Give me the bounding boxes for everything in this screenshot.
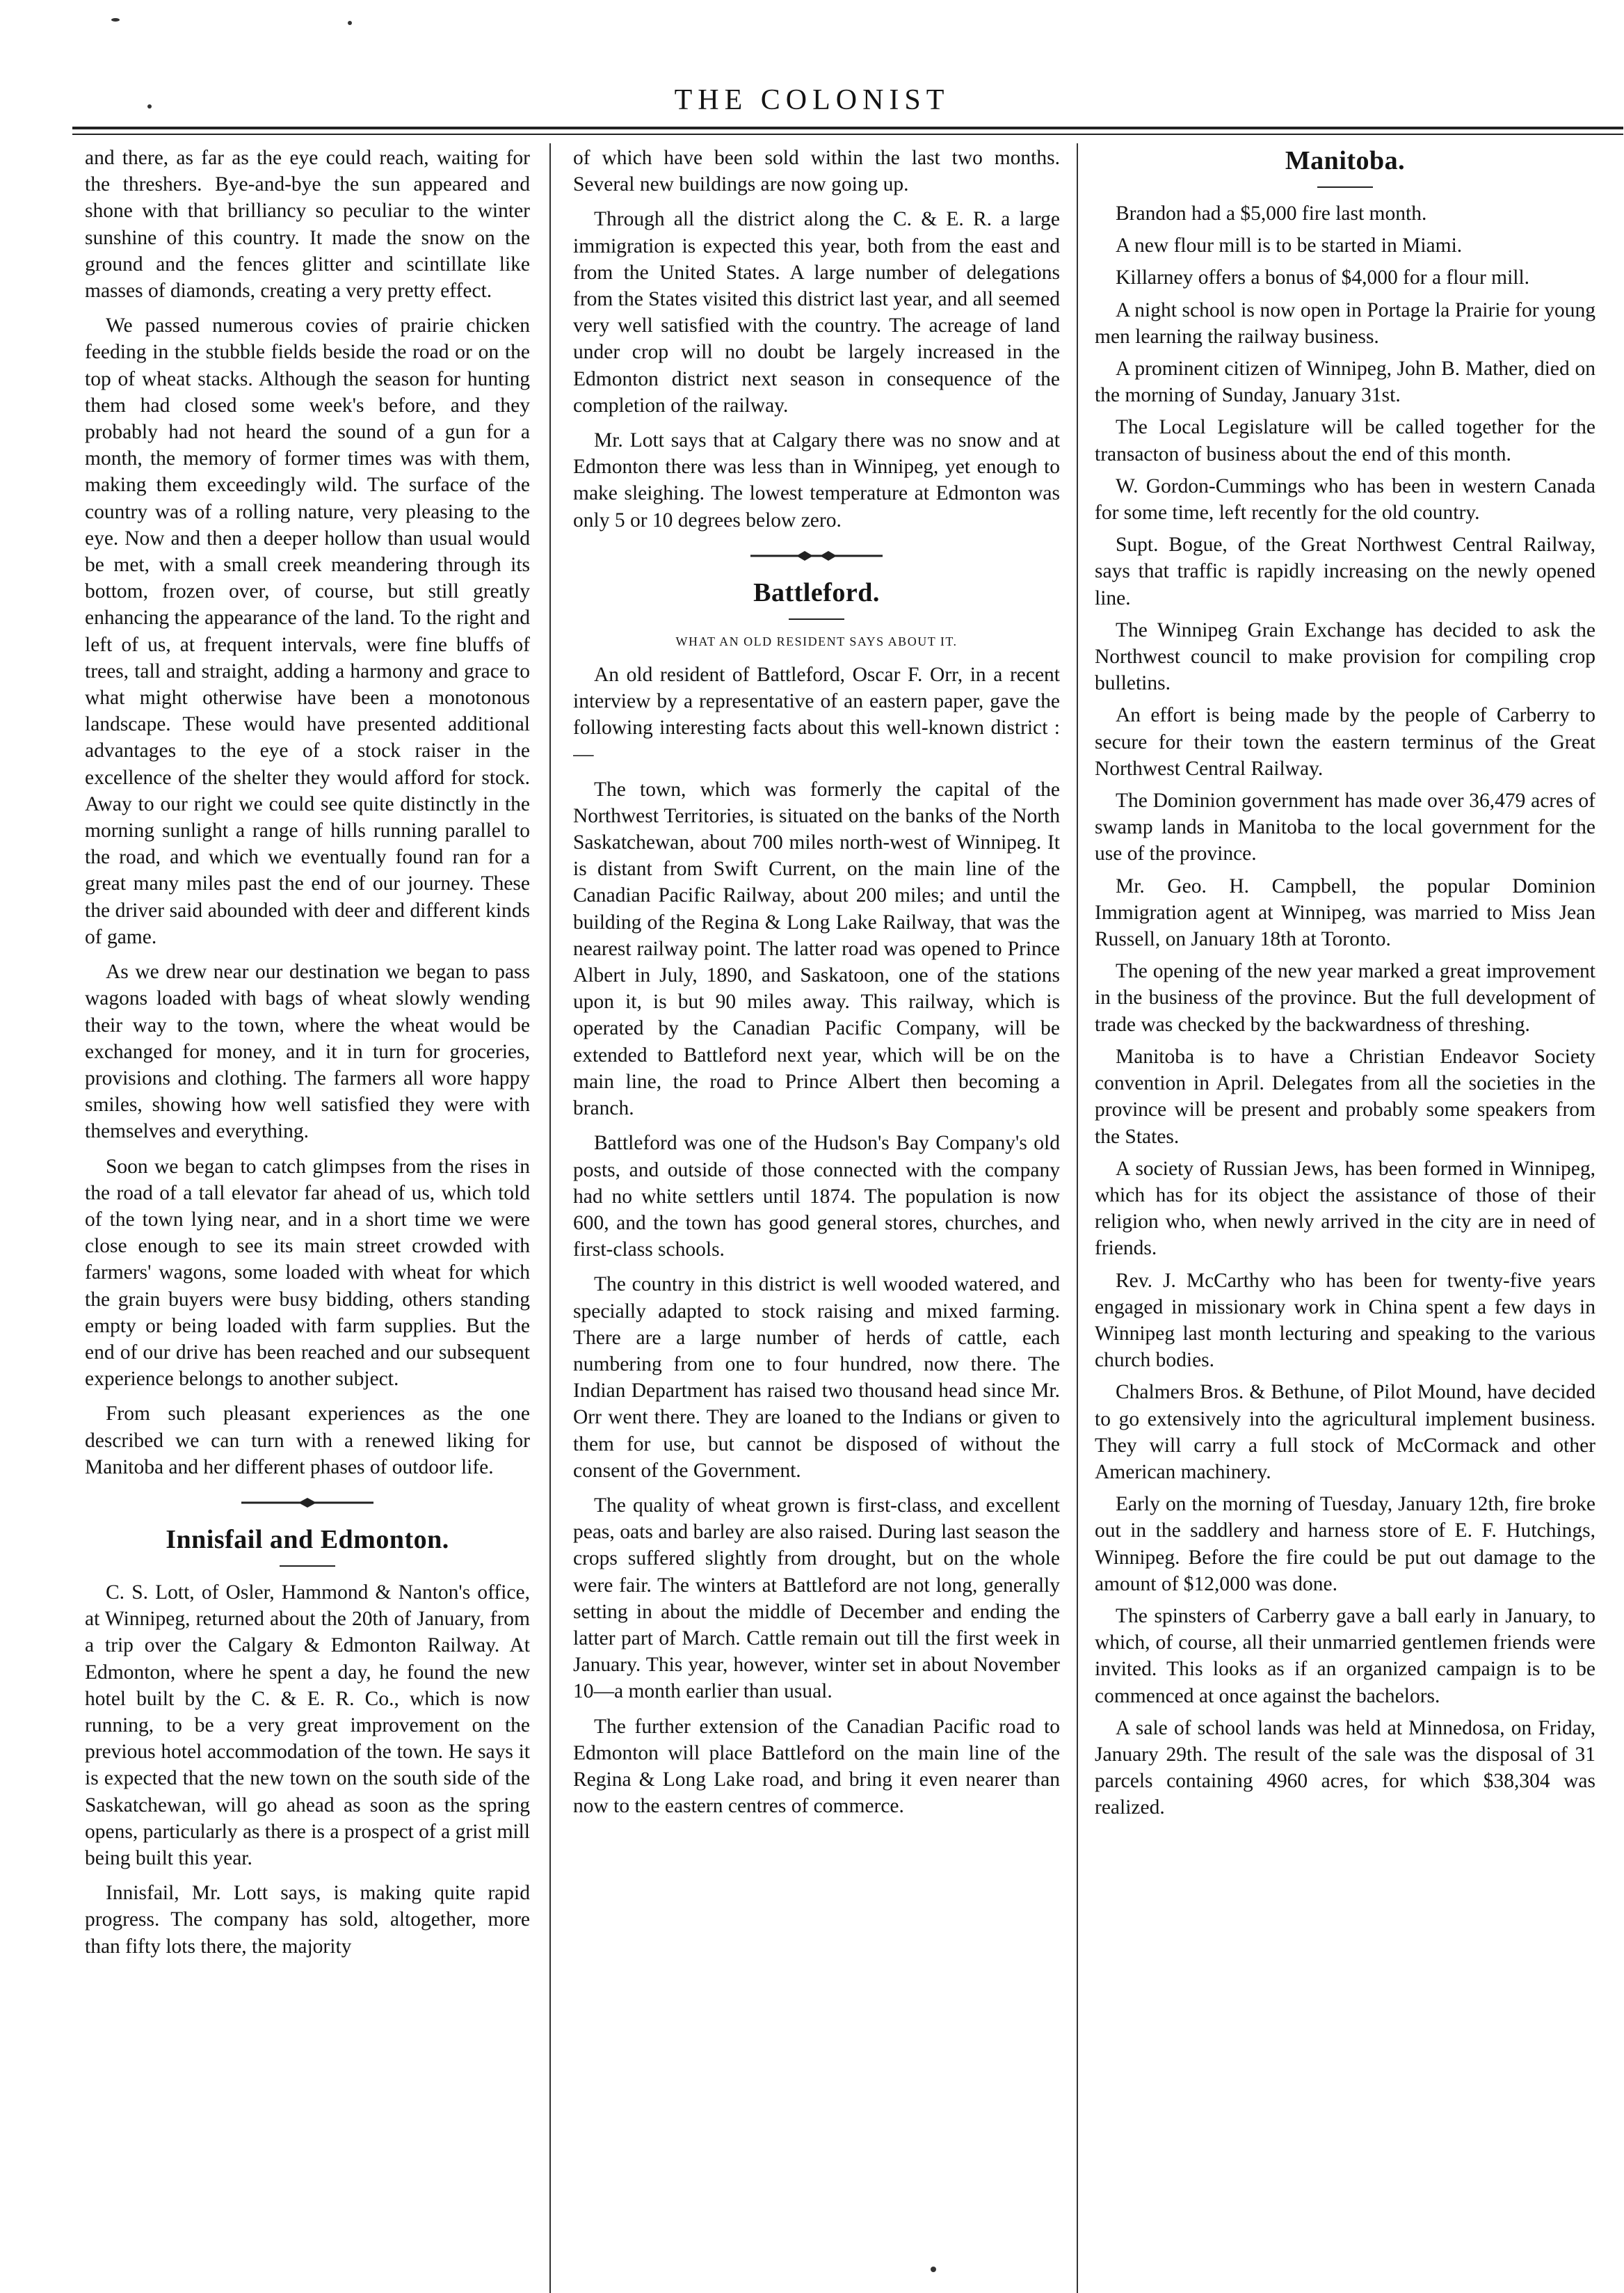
- article-paragraph: of which have been sold within the last two months. Several new buildings are now going up.: [573, 147, 1060, 196]
- article-paragraph: Mr. Lott says that at Calgary there was no snow and at Edmonton there was less than in Winnipeg, yet enough to make sleighing. The lowest temperature at Edmonton was only 5 or 10 degrees below zero.: [573, 429, 1060, 532]
- news-item: Supt. Bogue, of the Great Northwest Central Railway, says that traffic is rapidly increasing on the newly opened line.: [1095, 534, 1595, 609]
- news-item: Mr. Geo. H. Campbell, the popular Dominion Immigration agent at Winnipeg, was married to Miss Jean Russell, on January 18th at Toronto.: [1095, 874, 1595, 951]
- news-item: Rev. J. McCarthy who has been for twenty-five years engaged in missionary work in China spent a few days in Winnipeg last month lecturing and speaking to the various church bodies.: [1095, 1269, 1595, 1372]
- article-paragraph: The further extension of the Canadian Pacific road to Edmonton will place Battleford on the main line of the Regina & Long Lake road, and bring it even nearer than now to the eastern centres of commerce.: [573, 1715, 1060, 1818]
- article-paragraph: Battleford was one of the Hudson's Bay Company's old posts, and outside of those connected with the company had no white settlers until 1874. The population is now 600, and the town has good general stores, churches, and first-class schools.: [573, 1132, 1060, 1261]
- newspaper-masthead: THE COLONIST: [674, 84, 950, 117]
- section-separator-ornament: [241, 1497, 373, 1508]
- article-paragraph: The country in this district is well wooded watered, and specially adapted to stock raising and mixed farming. There are a large number of herds of cattle, each numbering from one to four hundred, now there. The Indian Department has raised two thousand head since Mr. Orr went there. They are loaned to the Indians or given to them for use, but cannot be disposed of without the consent of the Government.: [573, 1273, 1060, 1482]
- article-subheading: WHAT AN OLD RESIDENT SAYS ABOUT IT.: [675, 634, 958, 648]
- article-paragraph: An old resident of Battleford, Oscar F. Orr, in a recent interview by a representative of an eastern paper, gave the following interesting facts about this well-known district :—: [573, 663, 1060, 766]
- heading-rule: [1317, 186, 1373, 188]
- print-speck: [348, 21, 352, 25]
- article-paragraph: Soon we began to catch glimpses from the rises in the road of a tall elevator far ahead of us, which told of the town lying near, and in a short time we were close enough to see its main street crowded with farmers' wagons, some loaded with wheat for which the grain buyers were busy bidding, others standing empty or being loaded with farm supplies. But the end of our drive has been reached and our subsequent experience belongs to another subject.: [85, 1155, 530, 1391]
- news-item: A new flour mill is to be started in Miami.: [1116, 234, 1463, 257]
- news-item: W. Gordon-Cummings who has been in western Canada for some time, left recently for the old country.: [1095, 474, 1595, 525]
- news-item: The opening of the new year marked a great improvement in the business of the province. But the full development of trade was checked by the backwardness of threshing.: [1095, 960, 1595, 1036]
- article-paragraph: As we drew near our destination we began to pass wagons loaded with bags of wheat slowly wending their way to the town, where the wheat would be exchanged for money, and it in turn for groceries, provisions and clothing. The farmers all wore happy smiles, showing how well satisfied they were with themselves and everything.: [85, 961, 530, 1143]
- column-divider: [549, 143, 551, 2293]
- article-heading-manitoba: Manitoba.: [1285, 146, 1406, 175]
- column-right: [1095, 145, 1595, 2284]
- news-item: A sale of school lands was held at Minnedosa, on Friday, January 29th. The result of the sale was the disposal of 31 parcels containing 4960 acres, for which $38,304 was realized.: [1095, 1716, 1595, 1819]
- article-paragraph: and there, as far as the eye could reach, waiting for the threshers. Bye-and-bye the sun appeared and shone with that brilliancy so peculiar to the winter sunshine of this country. It made the snow on the ground and the fences glitter and scintillate like masses of diamonds, creating a very pretty effect.: [85, 147, 530, 303]
- news-item: A night school is now open in Portage la Prairie for young men learning the railway business.: [1095, 298, 1595, 348]
- news-item: Brandon had a $5,000 fire last month.: [1116, 202, 1427, 225]
- article-paragraph: The quality of wheat grown is first-class, and excellent peas, oats and barley are also raised. During last season the crops suffered slightly from drought, but on the whole were fair. The winters at Battleford are not long, generally setting in about the middle of December and ending the latter part of March. Cattle remain out till the first week in January. This year, however, winter set in about November 10—a month earlier than usual.: [573, 1494, 1060, 1703]
- news-item: A society of Russian Jews, has been formed in Winnipeg, which has for its object the assistance of those of their religion who, when newly arrived in the city are in need of friends.: [1095, 1157, 1595, 1260]
- article-paragraph: The town, which was formerly the capital of the Northwest Territories, is situated on the banks of the North Saskatchewan, about 700 miles north-west of Winnipeg. It is distant from Swift Current, on the main line of the Canadian Pacific Railway, about 200 miles; and until the building of the Regina & Long Lake Railway, that was the nearest railway point. The latter road was opened to Prince Albert in July, 1890, and Saskatoon, one of the stations upon it, is but 90 miles away. This railway, which is operated by the Canadian Pacific Company, will be extended to Battleford next year, which will be on the main line, the road to Prince Albert then becoming a branch.: [573, 778, 1060, 1120]
- section-separator-ornament: [750, 550, 883, 561]
- column-left: [85, 145, 530, 2284]
- article-heading-innisfail: Innisfail and Edmonton.: [166, 1524, 449, 1554]
- news-item: A prominent citizen of Winnipeg, John B. Mather, died on the morning of Sunday, January 31st.: [1095, 358, 1595, 407]
- article-paragraph: We passed numerous covies of prairie chicken feeding in the stubble fields beside the road or on the top of wheat stacks. Although the season for hunting them had closed some week's before, and they probably had not heard the sound of a gun for a month, the memory of former times was with them, making them exceedingly wild. The surface of the country was of a rolling nature, very pleasing to the eye. Now and then a deeper hollow than usual would be met, with a small creek meandering through its bottom, frozen over, of course, but still greatly enhancing the appearance of the land. To the right and left of us, at frequent intervals, were fine bluffs of trees, tall and straight, adding a harmony and grace to what might otherwise have been a monotonous landscape. These would have presented additional advantages to the eye of a stock raiser in the excellence of the shelter they would afford for stock. Away to our right we could see quite distinctly in the morning sunlight a range of hills running parallel to the road, and which we eventually found ran for a great many miles past the end of our journey. These the driver said abounded with deer and different kinds of game.: [85, 314, 530, 948]
- news-item: An effort is being made by the people of Carberry to secure for their town the eastern terminus of the Great Northwest Central Railway.: [1095, 704, 1595, 780]
- heading-rule: [789, 618, 844, 620]
- news-item: The Dominion government has made over 36,479 acres of swamp lands in Manitoba to the local government for the use of the province.: [1095, 790, 1595, 865]
- news-item: Early on the morning of Tuesday, January 12th, fire broke out in the saddlery and harness store of E. F. Hutchings, Winnipeg. Before the fire could be put out damage to the amount of $12,000 was done.: [1095, 1493, 1595, 1595]
- masthead-rule: [72, 127, 1623, 135]
- news-item: The Winnipeg Grain Exchange has decided to ask the Northwest council to make provision for compiling crop bulletins.: [1095, 618, 1595, 695]
- column-divider: [1077, 143, 1078, 2293]
- article-paragraph: Innisfail, Mr. Lott says, is making quite rapid progress. The company has sold, altogether, more than fifty lots there, the majority: [85, 1882, 530, 1958]
- print-speck: [111, 18, 120, 22]
- article-heading-battleford: Battleford.: [753, 577, 880, 607]
- column-middle: [573, 145, 1060, 2284]
- heading-rule: [280, 1565, 335, 1567]
- news-item: The Local Legislature will be called together for the transacton of business about the end of this month.: [1095, 416, 1595, 465]
- article-paragraph: C. S. Lott, of Osler, Hammond & Nanton's office, at Winnipeg, returned about the 20th of January, from a trip over the Calgary & Edmonton Railway. At Edmonton, where he spent a day, he found the new hotel built by the C. & E. R. Co., which is now running, to be a very great improvement on the previous hotel accommodation of the town. He says it is expected that the new town on the south side of the Saskatchewan, will go ahead as soon as the spring opens, particularly as there is a prospect of a grist mill being built this year.: [85, 1581, 530, 1869]
- news-item: Manitoba is to have a Christian Endeavor Society convention in April. Delegates from all the societies in the province will be present and probably some speakers from the States.: [1095, 1045, 1595, 1148]
- article-paragraph: From such pleasant experiences as the one described we can turn with a renewed liking for Manitoba and her different phases of outdoor life.: [85, 1403, 530, 1478]
- article-paragraph: Through all the district along the C. & E. R. a large immigration is expected this year, both from the east and from the United States. A large number of delegations from the States visited this district last year, and all seemed very well satisfied with the country. The acreage of land under crop will no doubt be largely increased in the Edmonton district next season in consequence of the completion of the railway.: [573, 208, 1060, 417]
- news-item: Chalmers Bros. & Bethune, of Pilot Mound, have decided to go extensively into the agricultural implement business. They will carry a full stock of McCormack and other American machinery.: [1095, 1381, 1595, 1483]
- news-item: The spinsters of Carberry gave a ball early in January, to which, of course, all their unmarried gentlemen friends were invited. This looks as if an organized campaign is to be commenced at once against the bachelors.: [1095, 1604, 1595, 1707]
- news-item: Killarney offers a bonus of $4,000 for a flour mill.: [1116, 266, 1530, 289]
